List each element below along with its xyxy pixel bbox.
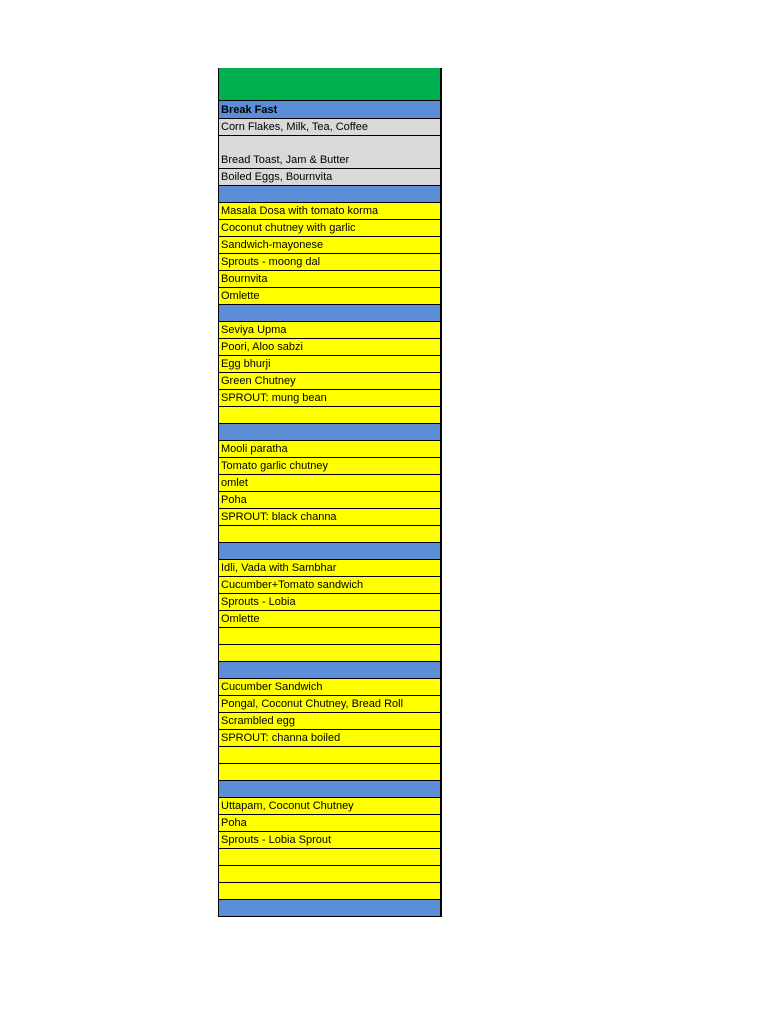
menu-item: Idli, Vada with Sambhar (219, 560, 440, 577)
menu-item (219, 883, 440, 900)
menu-item: Cucumber+Tomato sandwich (219, 577, 440, 594)
menu-item (219, 526, 440, 543)
day-separator (219, 662, 440, 679)
menu-item: SPROUT: mung bean (219, 390, 440, 407)
menu-item: Sprouts - Lobia Sprout (219, 832, 440, 849)
menu-item (219, 747, 440, 764)
menu-item: Uttapam, Coconut Chutney (219, 798, 440, 815)
menu-item: Seviya Upma (219, 322, 440, 339)
menu-item (219, 849, 440, 866)
menu-item: Sandwich-mayonese (219, 237, 440, 254)
menu-item: SPROUT: channa boiled (219, 730, 440, 747)
menu-item (219, 866, 440, 883)
menu-item: Mooli paratha (219, 441, 440, 458)
menu-item (219, 628, 440, 645)
menu-item: SPROUT: black channa (219, 509, 440, 526)
staple-row: Boiled Eggs, Bournvita (219, 169, 440, 186)
menu-item: Poha (219, 815, 440, 832)
menu-item: Pongal, Coconut Chutney, Bread Roll (219, 696, 440, 713)
day-separator (219, 781, 440, 798)
menu-item: Green Chutney (219, 373, 440, 390)
menu-item: Poori, Aloo sabzi (219, 339, 440, 356)
menu-item (219, 764, 440, 781)
menu-item: Masala Dosa with tomato korma (219, 203, 440, 220)
menu-item: Coconut chutney with garlic (219, 220, 440, 237)
menu-item: Cucumber Sandwich (219, 679, 440, 696)
menu-item: Tomato garlic chutney (219, 458, 440, 475)
menu-item (219, 645, 440, 662)
menu-item: Sprouts - moong dal (219, 254, 440, 271)
menu-item (219, 407, 440, 424)
breakfast-header: Break Fast (219, 101, 440, 119)
breakfast-menu-sheet (218, 68, 442, 917)
menu-item: Bournvita (219, 271, 440, 288)
day-separator (219, 543, 440, 560)
menu-item: Omlette (219, 288, 440, 305)
menu-item: Sprouts - Lobia (219, 594, 440, 611)
menu-item: Egg bhurji (219, 356, 440, 373)
day-separator (219, 186, 440, 203)
menu-item: Poha (219, 492, 440, 509)
menu-item: Scrambled egg (219, 713, 440, 730)
menu-item: omlet (219, 475, 440, 492)
staple-row: Corn Flakes, Milk, Tea, Coffee (219, 119, 440, 136)
day-separator (219, 424, 440, 441)
day-separator (219, 900, 440, 917)
title-bar (219, 68, 440, 101)
menu-item: Omlette (219, 611, 440, 628)
staple-row: Bread Toast, Jam & Butter (219, 136, 440, 169)
day-separator (219, 305, 440, 322)
